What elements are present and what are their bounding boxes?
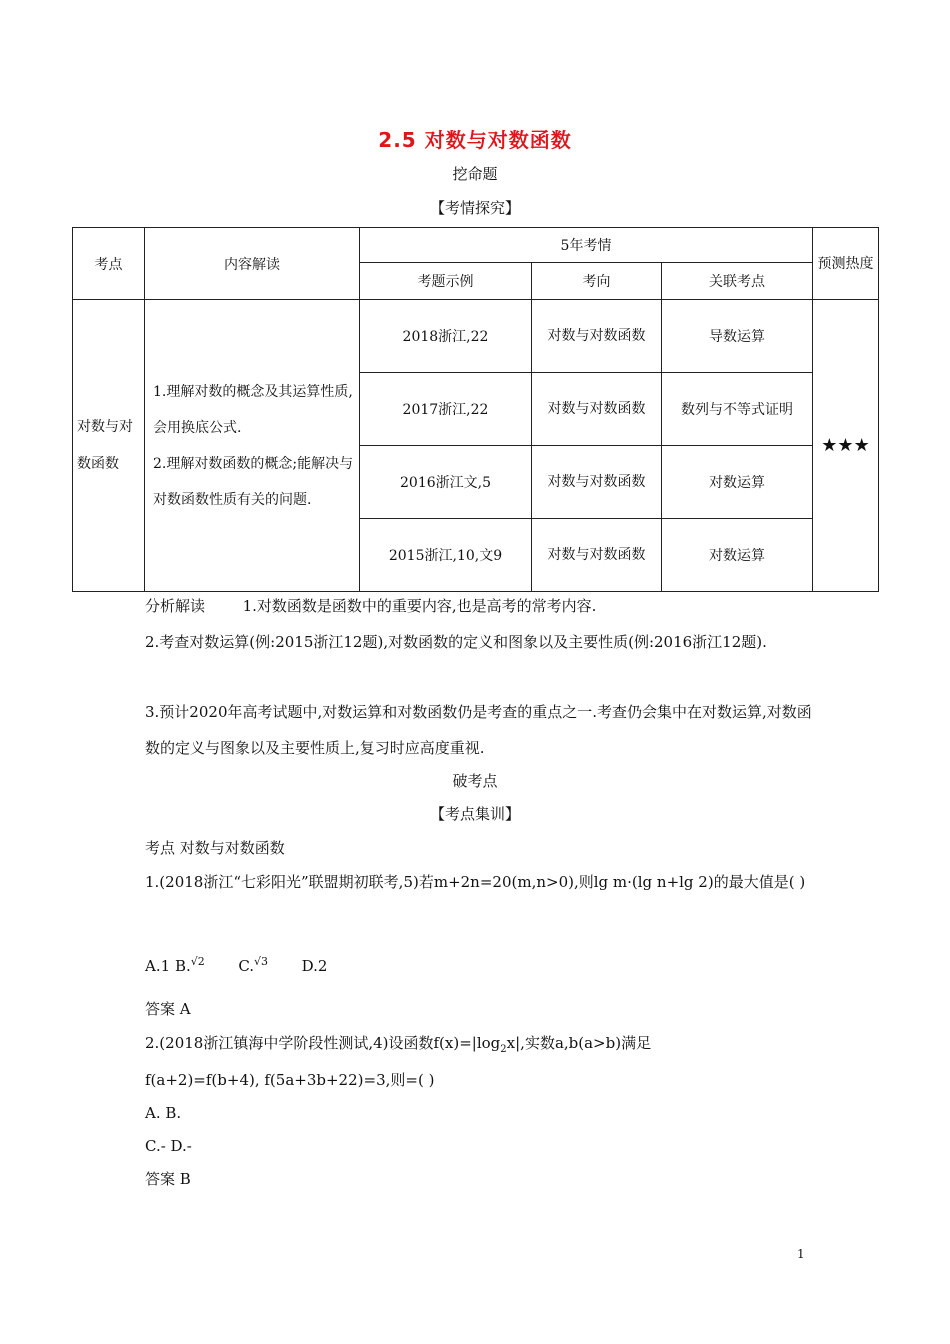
q1-option-a: A.1 bbox=[145, 957, 171, 975]
q2-options-cd: C.- D.- bbox=[145, 1137, 192, 1155]
cell-neirong: 1.理解对数的概念及其运算性质,会用换底公式. 2.理解对数函数的概念;能解决与对数函数性质有关的问题. bbox=[145, 300, 360, 592]
section-heading-kaoqing: 【考情探究】 bbox=[429, 199, 520, 217]
header-related: 关联考点 bbox=[662, 263, 813, 300]
q1-answer: 答案 A bbox=[145, 1000, 191, 1018]
analysis-label: 分析解读 bbox=[145, 597, 206, 615]
analysis-p2: 2.考查对数运算(例:2015浙江12题),对数函数的定义和图象以及主要性质(例:2016浙江12题). bbox=[145, 633, 767, 651]
header-kaodian: 考点 bbox=[73, 228, 145, 300]
cell-direction-2: 对数与对数函数 bbox=[532, 373, 662, 446]
q1-option-c: C. bbox=[238, 957, 255, 975]
cell-example-4: 2015浙江,10,文9 bbox=[360, 519, 532, 592]
cell-example-2: 2017浙江,22 bbox=[360, 373, 532, 446]
q2-line2: f(a+2)=f(b+4), f(5a+3b+22)=3,则=( ) bbox=[145, 1071, 435, 1089]
section-heading-jixun: 【考点集训】 bbox=[429, 805, 520, 823]
q2-stem-post: x|,实数a,b(a>b)满足 bbox=[506, 1034, 652, 1052]
heat-stars: ★★★ bbox=[813, 300, 879, 592]
analysis-line-1 bbox=[145, 588, 815, 624]
analysis-p1: 1.对数函数是函数中的重要内容,也是高考的常考内容. bbox=[242, 597, 597, 615]
cell-direction-1: 对数与对数函数 bbox=[532, 300, 662, 373]
q2-stem-sub: 2 bbox=[500, 1044, 507, 1055]
page-title: 2.5 对数与对数函数 bbox=[378, 128, 572, 152]
cell-kaodian: 对数与对数函数 bbox=[73, 300, 145, 592]
q1-option-d: D.2 bbox=[301, 957, 328, 975]
topic-line: 考点 对数与对数函数 bbox=[145, 839, 285, 857]
q2-answer: 答案 B bbox=[145, 1170, 191, 1188]
q1-option-b-value: √2 bbox=[190, 955, 205, 968]
cell-example-1: 2018浙江,22 bbox=[360, 300, 532, 373]
cell-related-4: 对数运算 bbox=[662, 519, 813, 592]
q1-option-b: B. bbox=[174, 957, 191, 975]
header-neirong: 内容解读 bbox=[145, 228, 360, 300]
subtitle: 挖命题 bbox=[452, 165, 498, 183]
section2-title: 破考点 bbox=[452, 772, 498, 790]
cell-direction-3: 对数与对数函数 bbox=[532, 446, 662, 519]
q1-option-c-value: √3 bbox=[254, 955, 269, 968]
cell-related-1: 导数运算 bbox=[662, 300, 813, 373]
header-5year: 5年考情 bbox=[360, 228, 813, 263]
q1-options bbox=[145, 944, 815, 984]
cell-direction-4: 对数与对数函数 bbox=[532, 519, 662, 592]
cell-related-3: 对数运算 bbox=[662, 446, 813, 519]
cell-example-3: 2016浙江文,5 bbox=[360, 446, 532, 519]
header-yuce: 预测热度 bbox=[813, 228, 879, 300]
page-number: 1 bbox=[797, 1247, 805, 1261]
q1-stem: 1.(2018浙江“七彩阳光”联盟期初联考,5)若m+2n=20(m,n>0),则lg m·(lg n+lg 2)的最大值是( ) bbox=[145, 873, 806, 891]
cell-related-2: 数列与不等式证明 bbox=[662, 373, 813, 446]
header-direction: 考向 bbox=[532, 263, 662, 300]
analysis-p3: 3.预计2020年高考试题中,对数运算和对数函数仍是考查的重点之一.考查仍会集中在对数运算,对数函数的定义与图象以及主要性质上,复习时应高度重视. bbox=[145, 703, 812, 757]
q2-options-ab: A. B. bbox=[145, 1104, 182, 1122]
q2-stem-pre: 2.(2018浙江镇海中学阶段性测试,4)设函数f(x)=|log bbox=[145, 1034, 501, 1052]
kaoqing-table bbox=[72, 227, 879, 592]
header-example: 考题示例 bbox=[360, 263, 532, 300]
